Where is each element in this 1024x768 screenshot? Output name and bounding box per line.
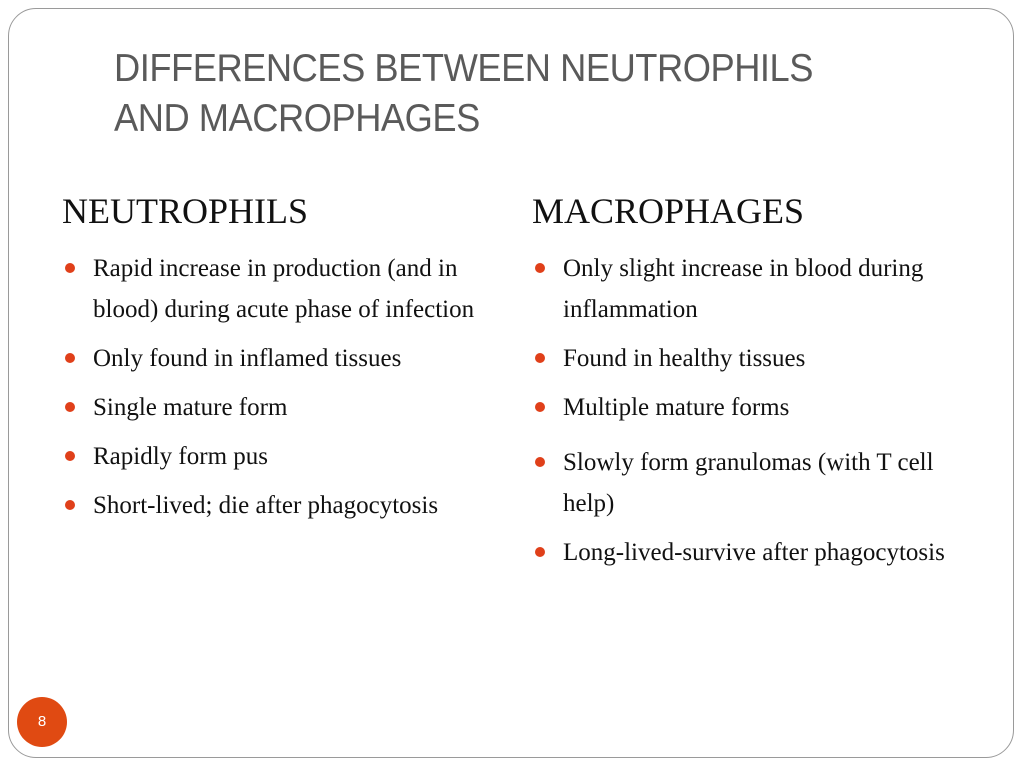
list-item-text: Rapid increase in production (and in blood) during acute phase of infection xyxy=(93,255,475,323)
list-item-text: Found in healthy tissues xyxy=(563,345,806,372)
bullet-icon xyxy=(65,500,75,510)
list-item-text: Multiple mature forms xyxy=(563,394,790,421)
list-item xyxy=(532,338,952,379)
bullet-icon xyxy=(535,353,545,363)
list-item xyxy=(62,436,482,477)
neutrophils-heading: NEUTROPHILS xyxy=(62,191,309,231)
list-item xyxy=(62,485,482,526)
list-item-text: Short-lived; die after phagocytosis xyxy=(93,492,439,519)
bullet-icon xyxy=(535,457,545,467)
slide-title-line-1: DIFFERENCES BETWEEN NEUTROPHILS xyxy=(114,47,813,90)
list-item xyxy=(62,338,482,379)
bullet-icon xyxy=(65,402,75,412)
bullet-icon xyxy=(535,402,545,412)
list-item xyxy=(532,248,952,330)
list-item xyxy=(62,248,482,330)
list-item-text: Slowly form granulomas (with T cell help) xyxy=(563,449,934,517)
macrophages-list xyxy=(532,248,952,573)
bullet-icon xyxy=(65,451,75,461)
bullet-icon xyxy=(535,547,545,557)
list-item-text: Only found in inflamed tissues xyxy=(93,345,402,372)
bullet-icon xyxy=(65,263,75,273)
list-item-text: Only slight increase in blood during inflammation xyxy=(563,255,924,323)
neutrophils-list xyxy=(62,248,482,526)
neutrophils-column xyxy=(62,188,482,534)
list-item-text: Single mature form xyxy=(93,394,288,421)
slide-title-line-2: AND MACROPHAGES xyxy=(114,97,480,140)
macrophages-heading: MACROPHAGES xyxy=(532,191,805,231)
list-item-text: Rapidly form pus xyxy=(93,443,268,470)
list-item xyxy=(532,442,952,524)
list-item xyxy=(62,387,482,428)
bullet-icon xyxy=(65,353,75,363)
macrophages-column xyxy=(532,188,952,581)
bullet-icon xyxy=(535,263,545,273)
list-item-text: Long-lived-survive after phagocytosis xyxy=(563,539,945,566)
page-number-badge: 8 xyxy=(17,697,67,747)
list-item xyxy=(532,387,952,428)
slide-title xyxy=(114,44,877,144)
list-item xyxy=(532,532,952,573)
